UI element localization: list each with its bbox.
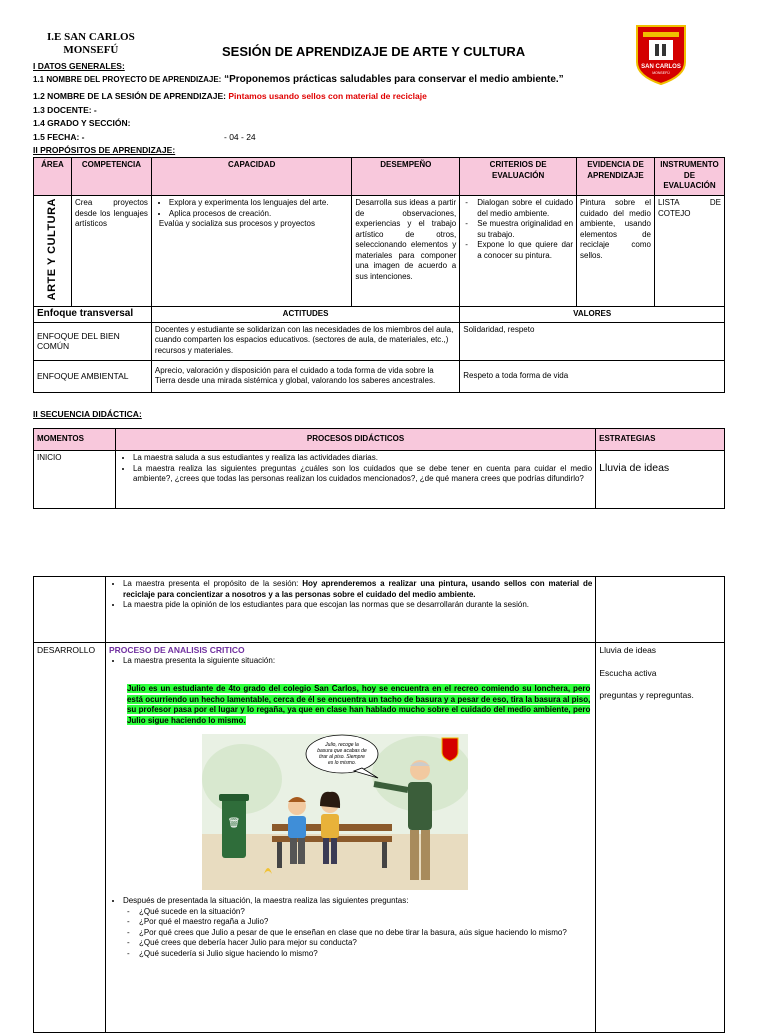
school-name-line2: MONSEFÚ <box>63 44 119 56</box>
estrategia-inicio: Lluvia de ideas <box>596 451 725 509</box>
proceso-item: • Después de presentada la situación, la maestra realiza las siguientes preguntas: <box>123 896 592 907</box>
procesos-inicio <box>115 451 595 509</box>
capacidad-item: • Aplica procesos de creación. <box>169 209 349 220</box>
pregunta-item: - ¿Qué crees que debería hacer Julio para mejor su conducta? <box>139 938 592 949</box>
proceso-item: • La maestra presenta el propósito de la sesión: Hoy aprenderemos a realizar una pintura, usando sellos con material de reciclaje para concientizar a nosotros y a las personas sobre el cuidado del medio ambiente. <box>123 579 592 600</box>
svg-text:Julio, recoge la: Julio, recoge la <box>325 742 359 748</box>
enfoque-ambiental: ENFOQUE AMBIENTAL <box>34 360 152 392</box>
instrumento-cell: LISTA DE COTEJO <box>654 196 724 307</box>
col-header-estrategias: ESTRATEGIAS <box>596 429 725 451</box>
procesos-desarrollo <box>105 643 595 1033</box>
secuencia-table-continued <box>33 576 725 1033</box>
enfoque-bien-comun: ENFOQUE DEL BIEN COMÚN <box>34 322 152 360</box>
situacion-text: Julio es un estudiante de 4to grado del colegio San Carlos, hoy se encuentra en el recreo comiendo su lonchera, pero está ocurriendo un hecho lamentable, cerca de él se encuentra un tacho de basura y a pesar de eso, tira la basura al piso, su profesor pasa por el lugar y lo regaña, ya que en clase han hablado mucho sobre el cuidado del medio ambiente, pero Julio sigue haciendo lo mismo. <box>126 684 591 725</box>
col-header-area: ÁREA <box>34 158 72 196</box>
momento-inicio: INICIO <box>34 451 116 509</box>
datos-docente: 1.3 DOCENTE: - <box>33 105 97 115</box>
actitud-bien-comun: Docentes y estudiante se solidarizan con las necesidades de los miembros del aula, cuando comparten los espacios educativos. (sectores de aula, de materiales, etc.,) recursos y materiales. <box>151 322 459 360</box>
momento-desarrollo: DESARROLLO <box>34 643 106 1033</box>
area-cell <box>34 196 72 307</box>
col-header-evidencia: EVIDENCIA DE APRENDIZAJE <box>577 158 655 196</box>
valor-ambiental: Respeto a toda forma de vida <box>460 360 725 392</box>
svg-text:tirar al piso. Siempre: tirar al piso. Siempre <box>319 754 365 760</box>
propositos-heading: II PROPÓSITOS DE APRENDIZAJE: <box>33 145 176 155</box>
svg-text:es lo mismo.: es lo mismo. <box>327 760 356 766</box>
propositos-table <box>33 157 725 393</box>
proceso-item: • La maestra presenta la siguiente situación: <box>123 656 592 667</box>
svg-text:SAN CARLOS: SAN CARLOS <box>641 64 681 70</box>
estrategia-item: preguntas y repreguntas. <box>599 690 694 700</box>
valor-bien-comun: Solidaridad, respeto <box>460 322 725 360</box>
col-header-instrumento: INSTRUMENTO DE EVALUACIÓN <box>654 158 724 196</box>
datos-grado: 1.4 GRADO Y SECCIÓN: <box>33 118 131 128</box>
svg-text:MONSEFÚ: MONSEFÚ <box>652 71 670 75</box>
col-header-criterios: CRITERIOS DE EVALUACIÓN <box>460 158 577 196</box>
criterios-cell <box>460 196 577 307</box>
datos-fecha-value: - 04 - 24 <box>224 132 256 142</box>
datos-proyecto: 1.1 NOMBRE DEL PROYECTO DE APRENDIZAJE: “Proponemos prácticas saludables para conservar el medio ambiente.” <box>33 74 564 85</box>
col-header-competencia: COMPETENCIA <box>71 158 151 196</box>
page-title: SESIÓN DE APRENDIZAJE DE ARTE Y CULTURA <box>222 44 526 59</box>
evidencia-cell: Pintura sobre el cuidado del medio ambiente, usando elementos de reciclaje como sellos. <box>577 196 655 307</box>
scene-illustration <box>202 734 468 890</box>
svg-text:🗑: 🗑 <box>227 818 241 829</box>
procesos-proposito <box>105 577 595 643</box>
proceso-analisis-heading: PROCESO DE ANALISIS CRITICO <box>108 645 245 655</box>
pregunta-item: - ¿Qué sucede en la situación? <box>139 907 592 918</box>
actitud-ambiental: Aprecio, valoración y disposición para el cuidado a toda forma de vida sobre la Tierra desde una mirada sistémica y global, valorando los saberes ancestrales. <box>151 360 459 392</box>
enfoque-header: Enfoque transversal <box>34 306 152 322</box>
datos-heading: I DATOS GENERALES: <box>33 61 125 71</box>
secuencia-table <box>33 428 725 509</box>
school-shield-logo <box>635 24 687 86</box>
col-header-capacidad: CAPACIDAD <box>151 158 352 196</box>
secuencia-heading: II SECUENCIA DIDÁCTICA: <box>33 409 142 419</box>
school-name-line1: I.E SAN CARLOS <box>47 31 135 43</box>
datos-fecha: 1.5 FECHA: - <box>33 132 85 142</box>
proceso-item: • La maestra realiza las siguientes preguntas ¿cuáles son los cuidados que se debe tener en cuenta para cuidar el medio ambiente?, ¿crees que todas las personas realizan los cuidados mencionados?, ¿de qué manera crees que podrías difundirlo? <box>133 464 592 485</box>
valores-header: VALORES <box>460 306 725 322</box>
criterio-item: - Dialogan sobre el cuidado del medio ambiente. <box>477 198 573 219</box>
estrategias-desarrollo <box>596 643 725 1033</box>
momento-inicio-cont <box>34 577 106 643</box>
desempeno-cell: Desarrolla sus ideas a partir de observaciones, experiencias y el trabajo artístico de otros, seleccionando elementos y materiales para componer una imagen de acuerdo a sus intenciones. <box>352 196 460 307</box>
estrategia-empty <box>596 577 725 643</box>
competencia-cell: Crea proyectos desde los lenguajes artísticos <box>71 196 151 307</box>
estrategia-item: Lluvia de ideas <box>599 645 657 655</box>
datos-sesion: 1.2 NOMBRE DE LA SESIÓN DE APRENDIZAJE: Pintamos usando sellos con material de reciclaje <box>33 91 427 101</box>
svg-text:basura que acabas de: basura que acabas de <box>317 748 367 754</box>
pregunta-item: - ¿Qué sucedería si Julio sigue haciendo lo mismo? <box>139 949 592 960</box>
pregunta-item: - ¿Por qué el maestro regaña a Julio? <box>139 917 592 928</box>
criterio-item: - Expone lo que quiere dar a conocer su pintura. <box>477 240 573 261</box>
proceso-item: • La maestra saluda a sus estudiantes y realiza las actividades diarias. <box>133 453 592 464</box>
school-shield-small-icon <box>442 738 458 761</box>
estrategia-item: Escucha activa <box>599 667 657 678</box>
capacidad-cell <box>151 196 352 307</box>
area-label: ARTE Y CULTURA <box>46 198 59 301</box>
criterio-item: - Se muestra originalidad en su trabajo. <box>477 219 573 240</box>
actitudes-header: ACTITUDES <box>151 306 459 322</box>
col-header-desempeno: DESEMPEÑO <box>352 158 460 196</box>
capacidad-item: Evalúa y socializa sus procesos y proyectos <box>158 219 315 228</box>
proceso-item: • La maestra pide la opinión de los estudiantes para que escojan las normas que se desarrollarán durante la sesión. <box>123 600 592 611</box>
capacidad-item: • Explora y experimenta los lenguajes del arte. <box>169 198 349 209</box>
school-name <box>47 31 135 57</box>
col-header-procesos: PROCESOS DIDÁCTICOS <box>115 429 595 451</box>
col-header-momentos: MOMENTOS <box>34 429 116 451</box>
pregunta-item: - ¿Por qué crees que Julio a pesar de que le enseñan en clase que no debe tirar la basura, aús sigue haciendo lo mismo? <box>139 928 592 939</box>
